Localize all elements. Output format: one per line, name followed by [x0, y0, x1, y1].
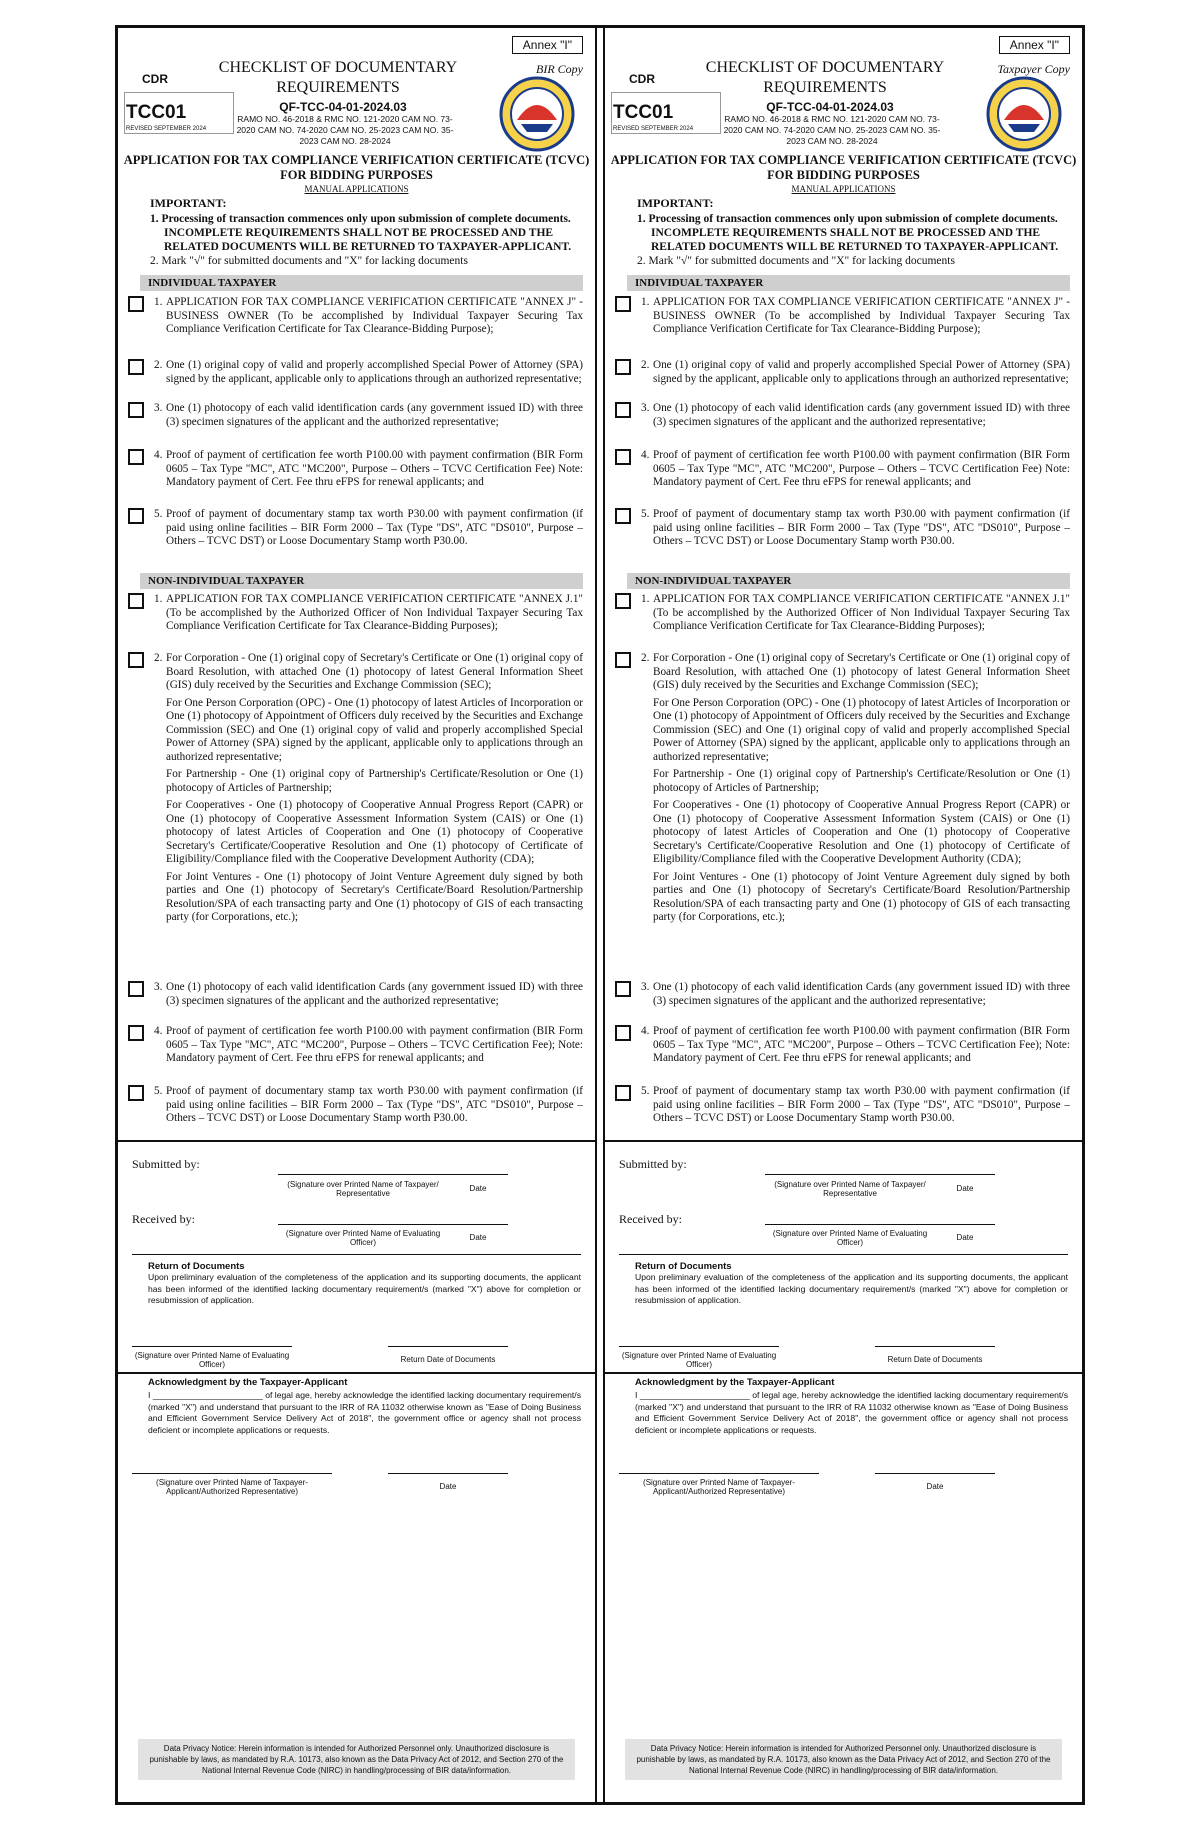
- checkbox[interactable]: [615, 652, 631, 668]
- section-divider: [603, 1372, 1082, 1374]
- checklist-item: 1. APPLICATION FOR TAX COMPLIANCE VERIFICATION CERTIFICATE "ANNEX J" - BUSINESS OWNER (To be accomplished by Individual Taxpayer Securing Tax Compliance Verification Certificate for Tax Clearance-Bidding Purpose);: [128, 296, 583, 337]
- signature-line: [875, 1346, 995, 1347]
- checklist-page: [115, 25, 1085, 1805]
- section-divider: [118, 1372, 597, 1374]
- checklist-item: 4. Proof of payment of certification fee worth P100.00 with payment confirmation (BIR Form 0605 – Tax Type "MC", ATC "MC200", Purpose – Others – TCVC Certification Fee); Note: Mandatory payment of Cert. Fee thru eFPS for renewal applicants; and: [615, 1025, 1070, 1066]
- acknowledgment-text: I _______________________ of legal age, hereby acknowledge the identified lacking documentary requirement/s (marked "X") and understand that pursuant to the IRR of RA 11032 otherwise known as "Ease of Doing Business and Efficient Government Service Delivery Act of 2018", the government office or agency shall not process deficient or incomplete applications or requests.: [148, 1390, 581, 1435]
- checklist-item: 5. Proof of payment of documentary stamp tax worth P30.00 with payment confirmation (if paid using online facilities – BIR Form 2000 – Tax (Type "DS", ATC "DS010", Purpose – Others – TCVC DST) or Loose Documentary Stamp worth P30.00.: [128, 1085, 583, 1126]
- signature-line: [619, 1473, 819, 1474]
- return-date-label: Return Date of Documents: [400, 1355, 496, 1364]
- section-divider: [603, 1140, 1082, 1142]
- checklist-item: 5. Proof of payment of documentary stamp tax worth P30.00 with payment confirmation (if paid using online facilities – BIR Form 2000 – Tax (Type "DS", ATC "DS010", Purpose – Others – TCVC DST) or Loose Documentary Stamp worth P30.00.: [128, 508, 583, 549]
- acknowledgment-text: I _______________________ of legal age, hereby acknowledge the identified lacking documentary requirement/s (marked "X") and understand that pursuant to the IRR of RA 11032 otherwise known as "Ease of Doing Business and Efficient Government Service Delivery Act of 2018", the government office or agency shall not process deficient or incomplete applications or requests.: [635, 1390, 1068, 1435]
- checkbox[interactable]: [128, 359, 144, 375]
- rmo-references: RAMO NO. 46-2018 & RMC NO. 121-2020 CAM NO. 73-2020 CAM NO. 74-2020 CAM NO. 25-2023 CAM NO. 35-2023 CAM NO. 28-2024: [723, 114, 941, 146]
- signature-line: [132, 1473, 332, 1474]
- form-number: QF-TCC-04-01-2024.03: [279, 100, 407, 114]
- manual-applications-label: MANUAL APPLICATIONS: [791, 184, 896, 194]
- signature-line: [875, 1473, 995, 1474]
- checklist-item: 4. Proof of payment of certification fee worth P100.00 with payment confirmation (BIR Form 0605 – Tax Type "MC", ATC "MC200", Purpose – Others – TCVC Certification Fee) Note: Mandatory payment of Cert. Fee thru eFPS for renewal applicants; and: [615, 449, 1070, 490]
- evaluator-signature-label: (Signature over Printed Name of Evaluating Officer): [772, 1229, 928, 1247]
- non-individual-section-heading: NON-INDIVIDUAL TAXPAYER: [627, 573, 1070, 589]
- date-label: Date: [956, 1233, 974, 1242]
- signature-line: [765, 1224, 995, 1225]
- checklist-item: 4. Proof of payment of certification fee worth P100.00 with payment confirmation (BIR Form 0605 – Tax Type "MC", ATC "MC200", Purpose – Others – TCVC Certification Fee) Note: Mandatory payment of Cert. Fee thru eFPS for renewal applicants; and: [128, 449, 583, 490]
- individual-section-heading: INDIVIDUAL TAXPAYER: [627, 275, 1070, 291]
- acknowledgment-heading: Acknowledgment by the Taxpayer-Applicant: [148, 1377, 348, 1388]
- section-divider: [619, 1254, 1068, 1255]
- signature-line: [132, 1346, 292, 1347]
- application-title: APPLICATION FOR TAX COMPLIANCE VERIFICATION CERTIFICATE (TCVC) FOR BIDDING PURPOSES: [123, 153, 590, 182]
- checkbox[interactable]: [128, 449, 144, 465]
- important-item: 1. Processing of transaction commences only upon submission of complete documents. INCOMPLETE REQUIREMENTS SHALL NOT BE PROCESSED AND THE RELATED DOCUMENTS WILL BE RETURNED TO TAXPAYER-APPLICANT.: [150, 213, 572, 253]
- signature-line: [388, 1346, 508, 1347]
- checklist-item: 1. APPLICATION FOR TAX COMPLIANCE VERIFICATION CERTIFICATE "ANNEX J" - BUSINESS OWNER (To be accomplished by Individual Taxpayer Securing Tax Compliance Verification Certificate for Tax Clearance-Bidding Purpose);: [615, 296, 1070, 337]
- checklist-item: 3. One (1) photocopy of each valid identification Cards (any government issued ID) with three (3) specimen signatures of the applicant and the authorized representative;: [615, 981, 1070, 1008]
- form-number: QF-TCC-04-01-2024.03: [766, 100, 894, 114]
- checkbox[interactable]: [615, 296, 631, 312]
- return-text: Upon preliminary evaluation of the completeness of the application and its supporting documents, the applicant has been informed of the identified lacking documentary requirement/s (marked "X") above for completion or resubmission of application.: [148, 1272, 581, 1305]
- revised-date: REVISED SEPTEMBER 2024: [613, 126, 694, 132]
- checklist-item: 2. One (1) original copy of valid and properly accomplished Special Power of Attorney (SPA) signed by the applicant, applicable only to applications through an authorized representative;: [128, 359, 583, 386]
- return-text: Upon preliminary evaluation of the completeness of the application and its supporting documents, the applicant has been informed of the identified lacking documentary requirement/s (marked "X") above for completion or resubmission of application.: [635, 1272, 1068, 1305]
- checkbox[interactable]: [615, 402, 631, 418]
- checkbox[interactable]: [615, 1025, 631, 1041]
- checklist-item: 5. Proof of payment of documentary stamp tax worth P30.00 with payment confirmation (if paid using online facilities – BIR Form 2000 – Tax (Type "DS", ATC "DS010", Purpose – Others – TCVC DST) or Loose Documentary Stamp worth P30.00.: [615, 1085, 1070, 1126]
- return-heading: Return of Documents: [148, 1261, 245, 1272]
- checkbox[interactable]: [128, 1085, 144, 1101]
- evaluator-signature-label: (Signature over Printed Name of Evaluating Officer): [285, 1229, 441, 1247]
- checklist-item: 1. APPLICATION FOR TAX COMPLIANCE VERIFICATION CERTIFICATE "ANNEX J.1" (To be accomplished by the Authorized Officer of Non Individual Taxpayer Securing Tax Compliance Verification Certificate for Tax Clearance-Bidding Purposes);: [615, 593, 1070, 634]
- checkbox[interactable]: [128, 296, 144, 312]
- important-heading: IMPORTANT:: [150, 196, 227, 210]
- checklist-item: 2. For Corporation - One (1) original copy of Secretary's Certificate or One (1) original copy of Board Resolution, with attached One (1) photocopy of latest General Information Sheet (GIS) duly received by the Securities and Exchange Commission (SEC); For One Person Corporation (OPC) - One (1) photocopy of latest Articles of Incorporation or One (1) photocopy of Appointment of Officers duly received by the Securities and Exchange Commission (SEC) and One (1) original copy of valid and properly accomplished Special Power of Attorney (SPA) signed by the applicant, applicable only to applications through an authorized representative; For Partnership - One (1) original copy of Partnership's Certificate/Resolution or One (1) photocopy of Articles of Partnership; For Cooperatives - One (1) photocopy of Cooperative Annual Progress Report (CAPR) or One (1) photocopy of Cooperative Assessment Information System (CAIS) or One (1) photocopy of latest Articles of Cooperation and One (1) photocopy of Cooperative Secretary's Certificate/Cooperative Resolution and One (1) photocopy of Certificate of Eligibility/Compliance filed with the Cooperative Development Authority (CDA); For Joint Ventures - One (1) photocopy of Joint Venture Agreement duly signed by both parties and One (1) photocopy of Secretary's Certificate/Board Resolution/Partnership Resolution/SPA of each transacting party and One (1) photocopy of GIS of each transacting party (for Corporations, etc.);: [615, 652, 1070, 925]
- signature-line: [619, 1346, 779, 1347]
- taxpayer-copy-panel: [603, 28, 1082, 1802]
- form-code: TCC01: [126, 102, 187, 123]
- applicant-signature-label: (Signature over Printed Name of Taxpayer-Applicant/Authorized Representative): [643, 1478, 795, 1496]
- cdr-label: CDR: [629, 72, 655, 86]
- section-divider: [118, 1140, 597, 1142]
- received-by-label: Received by:: [619, 1212, 682, 1226]
- checkbox[interactable]: [128, 508, 144, 524]
- date-label: Date: [469, 1233, 487, 1242]
- annex-label: Annex "I": [512, 36, 583, 54]
- date-label: Date: [469, 1184, 487, 1193]
- checklist-item: 2. For Corporation - One (1) original copy of Secretary's Certificate or One (1) original copy of Board Resolution, with attached One (1) photocopy of latest General Information Sheet (GIS) duly received by the Securities and Exchange Commission (SEC); For One Person Corporation (OPC) - One (1) photocopy of latest Articles of Incorporation or One (1) photocopy of Appointment of Officers duly received by the Securities and Exchange Commission (SEC) and One (1) original copy of valid and properly accomplished Special Power of Attorney (SPA) signed by the applicant, applicable only to applications through an authorized representative; For Partnership - One (1) original copy of Partnership's Certificate/Resolution or One (1) photocopy of Articles of Partnership; For Cooperatives - One (1) photocopy of Cooperative Annual Progress Report (CAPR) or One (1) photocopy of Cooperative Assessment Information System (CAIS) or One (1) photocopy of latest Articles of Cooperation and One (1) photocopy of Cooperative Secretary's Certificate/Cooperative Resolution and One (1) photocopy of Certificate of Eligibility/Compliance filed with the Cooperative Development Authority (CDA); For Joint Ventures - One (1) photocopy of Joint Venture Agreement duly signed by both parties and One (1) photocopy of Secretary's Certificate/Board Resolution/Partnership Resolution/SPA of each transacting party and One (1) photocopy of GIS of each transacting party (for Corporations, etc.);: [128, 652, 583, 925]
- checklist-item: 1. APPLICATION FOR TAX COMPLIANCE VERIFICATION CERTIFICATE "ANNEX J.1" (To be accomplished by the Authorized Officer of Non Individual Taxpayer Securing Tax Compliance Verification Certificate for Tax Clearance-Bidding Purposes);: [128, 593, 583, 634]
- checklist-item: 3. One (1) photocopy of each valid identification cards (any government issued ID) with three (3) specimen signatures of the applicant and the authorized representative;: [615, 402, 1070, 429]
- checkbox[interactable]: [615, 593, 631, 609]
- data-privacy-notice: Data Privacy Notice: Herein information is intended for Authorized Personnel only. Unauthorized disclosure is punishable by laws, as mandated by R.A. 10173, also known as the Data Privacy Act of 2012, and Section 270 of the National Internal Revenue Code (NIRC) in handling/processing of BIR data/information.: [625, 1739, 1062, 1780]
- cdr-label: CDR: [142, 72, 168, 86]
- checkbox[interactable]: [615, 449, 631, 465]
- copy-label: BIR Copy: [536, 62, 583, 76]
- checklist-title: CHECKLIST OF DOCUMENTARY REQUIREMENTS: [705, 59, 945, 96]
- bir-seal-icon: [499, 76, 575, 152]
- checklist-item: 3. One (1) photocopy of each valid identification Cards (any government issued ID) with three (3) specimen signatures of the applicant and the authorized representative;: [128, 981, 583, 1008]
- checklist-item: 5. Proof of payment of documentary stamp tax worth P30.00 with payment confirmation (if paid using online facilities – BIR Form 2000 – Tax (Type "DS", ATC "DS010", Purpose – Others – TCVC DST) or Loose Documentary Stamp worth P30.00.: [615, 508, 1070, 549]
- non-individual-section-heading: NON-INDIVIDUAL TAXPAYER: [140, 573, 583, 589]
- checkbox[interactable]: [128, 593, 144, 609]
- checklist-item: 2. One (1) original copy of valid and properly accomplished Special Power of Attorney (SPA) signed by the applicant, applicable only to applications through an authorized representative;: [615, 359, 1070, 386]
- checkbox[interactable]: [128, 1025, 144, 1041]
- acknowledgment-heading: Acknowledgment by the Taxpayer-Applicant: [635, 1377, 835, 1388]
- checklist-item: 4. Proof of payment of certification fee worth P100.00 with payment confirmation (BIR Form 0605 – Tax Type "MC", ATC "MC200", Purpose – Others – TCVC Certification Fee); Note: Mandatory payment of Cert. Fee thru eFPS for renewal applicants; and: [128, 1025, 583, 1066]
- copy-label: Taxpayer Copy: [997, 62, 1070, 76]
- important-list: [150, 212, 583, 268]
- date-label: Date: [926, 1482, 944, 1491]
- bir-seal-icon: [986, 76, 1062, 152]
- individual-section-heading: INDIVIDUAL TAXPAYER: [140, 275, 583, 291]
- taxpayer-signature-label: (Signature over Printed Name of Taxpayer/ Representative: [774, 1180, 926, 1198]
- date-label: Date: [439, 1482, 457, 1491]
- evaluator-signature-label: (Signature over Printed Name of Evaluating Officer): [134, 1351, 290, 1369]
- submitted-by-label: Submitted by:: [132, 1157, 200, 1171]
- received-by-label: Received by:: [132, 1212, 195, 1226]
- important-item: 2. Mark "√" for submitted documents and "X" for lacking documents: [637, 255, 955, 267]
- checkbox[interactable]: [128, 652, 144, 668]
- checkbox[interactable]: [615, 1085, 631, 1101]
- signature-line: [278, 1174, 508, 1175]
- signature-line: [765, 1174, 995, 1175]
- signature-line: [278, 1224, 508, 1225]
- important-heading: IMPORTANT:: [637, 196, 714, 210]
- date-label: Date: [956, 1184, 974, 1193]
- return-date-label: Return Date of Documents: [887, 1355, 983, 1364]
- important-item: 1. Processing of transaction commences only upon submission of complete documents. INCOMPLETE REQUIREMENTS SHALL NOT BE PROCESSED AND THE RELATED DOCUMENTS WILL BE RETURNED TO TAXPAYER-APPLICANT.: [637, 213, 1059, 253]
- checkbox[interactable]: [615, 359, 631, 375]
- applicant-signature-label: (Signature over Printed Name of Taxpayer-Applicant/Authorized Representative): [156, 1478, 308, 1496]
- manual-applications-label: MANUAL APPLICATIONS: [304, 184, 409, 194]
- checklist-item: 3. One (1) photocopy of each valid identification cards (any government issued ID) with three (3) specimen signatures of the applicant and the authorized representative;: [128, 402, 583, 429]
- bir-copy-panel: [118, 28, 597, 1802]
- checkbox[interactable]: [128, 402, 144, 418]
- submitted-by-label: Submitted by:: [619, 1157, 687, 1171]
- data-privacy-notice: Data Privacy Notice: Herein information is intended for Authorized Personnel only. Unauthorized disclosure is punishable by laws, as mandated by R.A. 10173, also known as the Data Privacy Act of 2012, and Section 270 of the National Internal Revenue Code (NIRC) in handling/processing of BIR data/information.: [138, 1739, 575, 1780]
- annex-label: Annex "I": [999, 36, 1070, 54]
- taxpayer-signature-label: (Signature over Printed Name of Taxpayer/ Representative: [287, 1180, 439, 1198]
- section-divider: [132, 1254, 581, 1255]
- checkbox[interactable]: [128, 981, 144, 997]
- return-heading: Return of Documents: [635, 1261, 732, 1272]
- checklist-title: CHECKLIST OF DOCUMENTARY REQUIREMENTS: [218, 59, 458, 96]
- revised-date: REVISED SEPTEMBER 2024: [126, 126, 207, 132]
- form-code: TCC01: [613, 102, 674, 123]
- rmo-references: RAMO NO. 46-2018 & RMC NO. 121-2020 CAM NO. 73-2020 CAM NO. 74-2020 CAM NO. 25-2023 CAM NO. 35-2023 CAM NO. 28-2024: [236, 114, 454, 146]
- checkbox[interactable]: [615, 508, 631, 524]
- checkbox[interactable]: [615, 981, 631, 997]
- evaluator-signature-label: (Signature over Printed Name of Evaluating Officer): [621, 1351, 777, 1369]
- important-item: 2. Mark "√" for submitted documents and "X" for lacking documents: [150, 255, 468, 267]
- application-title: APPLICATION FOR TAX COMPLIANCE VERIFICATION CERTIFICATE (TCVC) FOR BIDDING PURPOSES: [610, 153, 1077, 182]
- important-list: [637, 212, 1070, 268]
- signature-line: [388, 1473, 508, 1474]
